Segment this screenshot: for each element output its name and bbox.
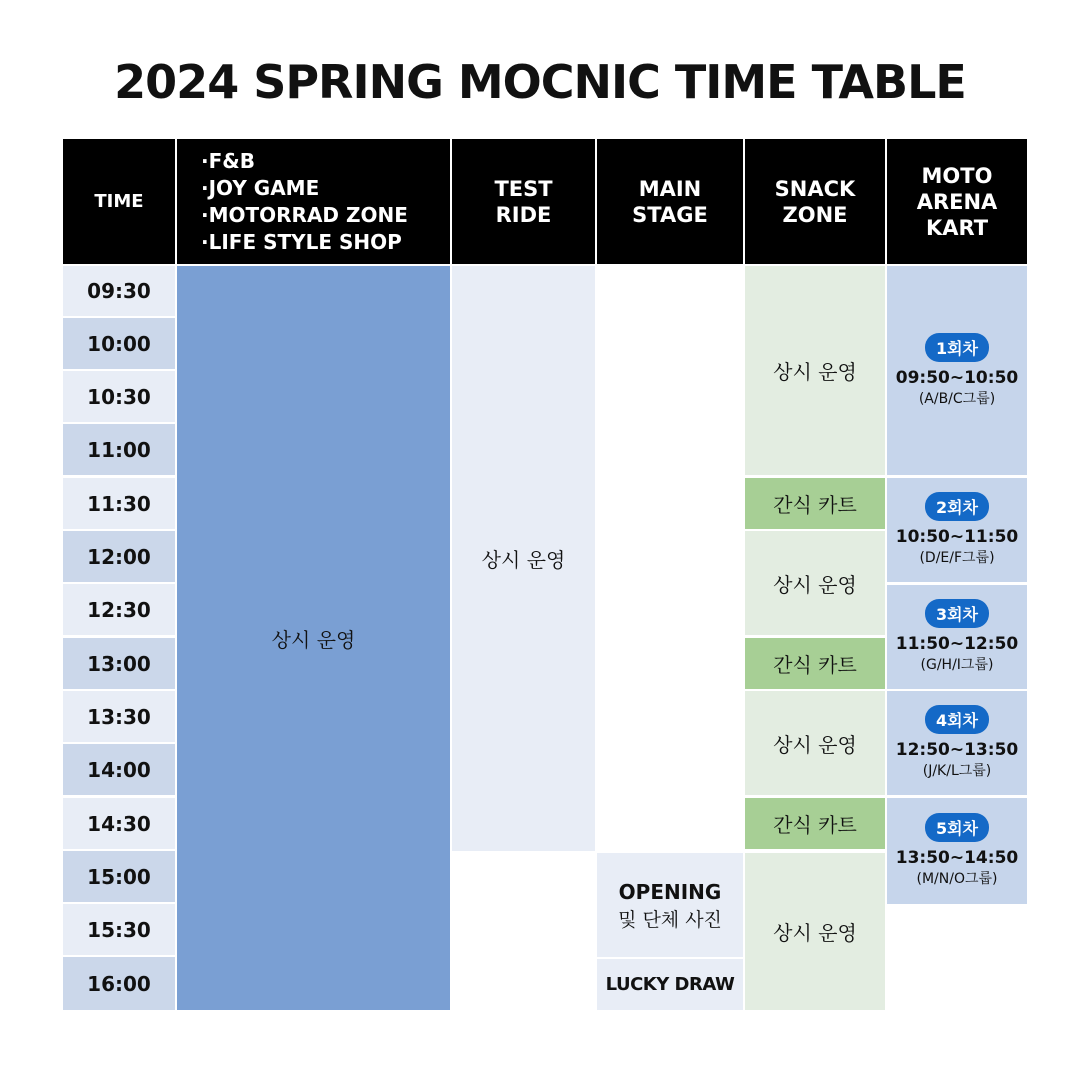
round-badge: 2회차	[925, 492, 989, 521]
time-cell: 15:00	[63, 851, 175, 902]
kart-time: 10:50~11:50	[895, 527, 1019, 547]
header-zone-item: ·JOY GAME	[201, 175, 320, 200]
kart-group: (M/N/O그룹)	[916, 871, 998, 887]
snack-cell: 상시 운영	[745, 691, 885, 795]
kart-session	[887, 798, 1027, 904]
header-test-ride	[452, 139, 595, 264]
time-cell: 09:30	[63, 266, 175, 316]
zones-cell: 상시 운영	[177, 266, 450, 1010]
kart-group: (J/K/L그룹)	[922, 763, 992, 779]
header-zone-item: ·F&B	[201, 148, 255, 173]
kart-time: 09:50~10:50	[895, 367, 1019, 388]
lucky-draw-cell: LUCKY DRAW	[597, 959, 743, 1010]
opening-subtitle: 및 단체 사진	[618, 908, 722, 931]
kart-group: (A/B/C그룹)	[918, 390, 996, 407]
time-cell: 12:30	[63, 584, 175, 635]
header-moto-arena	[887, 139, 1027, 264]
header-snack-zone	[745, 139, 885, 264]
opening-cell	[597, 853, 743, 957]
time-cell: 13:30	[63, 691, 175, 742]
round-badge: 1회차	[925, 333, 989, 362]
header-zone-item: ·MOTORRAD ZONE	[201, 202, 408, 227]
header-main-stage	[597, 139, 743, 264]
time-cell: 10:00	[63, 318, 175, 369]
time-cell: 13:00	[63, 638, 175, 689]
time-cell: 12:00	[63, 531, 175, 582]
kart-group: (D/E/F그룹)	[919, 550, 995, 566]
header-main-stage-line: MAIN	[638, 176, 702, 201]
time-cell: 10:30	[63, 371, 175, 422]
snack-cart-cell: 간식 카트	[745, 798, 885, 849]
snack-cart-cell: 간식 카트	[745, 638, 885, 689]
header-zones	[177, 139, 450, 264]
kart-session	[887, 478, 1027, 582]
time-cell: 15:30	[63, 904, 175, 955]
header-test-ride-line: TEST	[494, 176, 553, 201]
kart-session	[887, 691, 1027, 795]
header-snack-zone-line: SNACK	[774, 176, 856, 201]
round-badge: 5회차	[925, 813, 989, 842]
time-cell: 11:30	[63, 478, 175, 529]
header-moto-arena-line: ARENA	[916, 189, 998, 214]
kart-time: 11:50~12:50	[895, 634, 1019, 654]
kart-session	[887, 266, 1027, 475]
opening-title: OPENING	[618, 879, 722, 904]
header-moto-arena-line: KART	[925, 215, 989, 240]
kart-group: (G/H/I그룹)	[920, 657, 994, 673]
test-ride-cell: 상시 운영	[452, 266, 595, 851]
time-cell: 16:00	[63, 957, 175, 1010]
snack-cell: 상시 운영	[745, 531, 885, 635]
kart-time: 12:50~13:50	[895, 740, 1019, 760]
time-cell: 11:00	[63, 424, 175, 475]
header-time-label: TIME	[94, 190, 144, 212]
page-title: 2024 SPRING MOCNIC TIME TABLE	[114, 55, 966, 109]
round-badge: 4회차	[925, 705, 989, 734]
header-zone-item: ·LIFE STYLE SHOP	[201, 229, 402, 254]
snack-cell: 상시 운영	[745, 266, 885, 475]
snack-cart-cell: 간식 카트	[745, 478, 885, 529]
time-cell: 14:00	[63, 744, 175, 795]
header-test-ride-line: RIDE	[495, 202, 552, 227]
header-moto-arena-line: MOTO	[921, 163, 993, 188]
time-cell: 14:30	[63, 798, 175, 849]
kart-time: 13:50~14:50	[895, 848, 1019, 868]
header-main-stage-line: STAGE	[632, 202, 708, 227]
kart-session	[887, 585, 1027, 689]
snack-cell: 상시 운영	[745, 853, 885, 1010]
header-snack-zone-line: ZONE	[782, 202, 848, 227]
header-time	[63, 139, 175, 264]
round-badge: 3회차	[925, 599, 989, 628]
